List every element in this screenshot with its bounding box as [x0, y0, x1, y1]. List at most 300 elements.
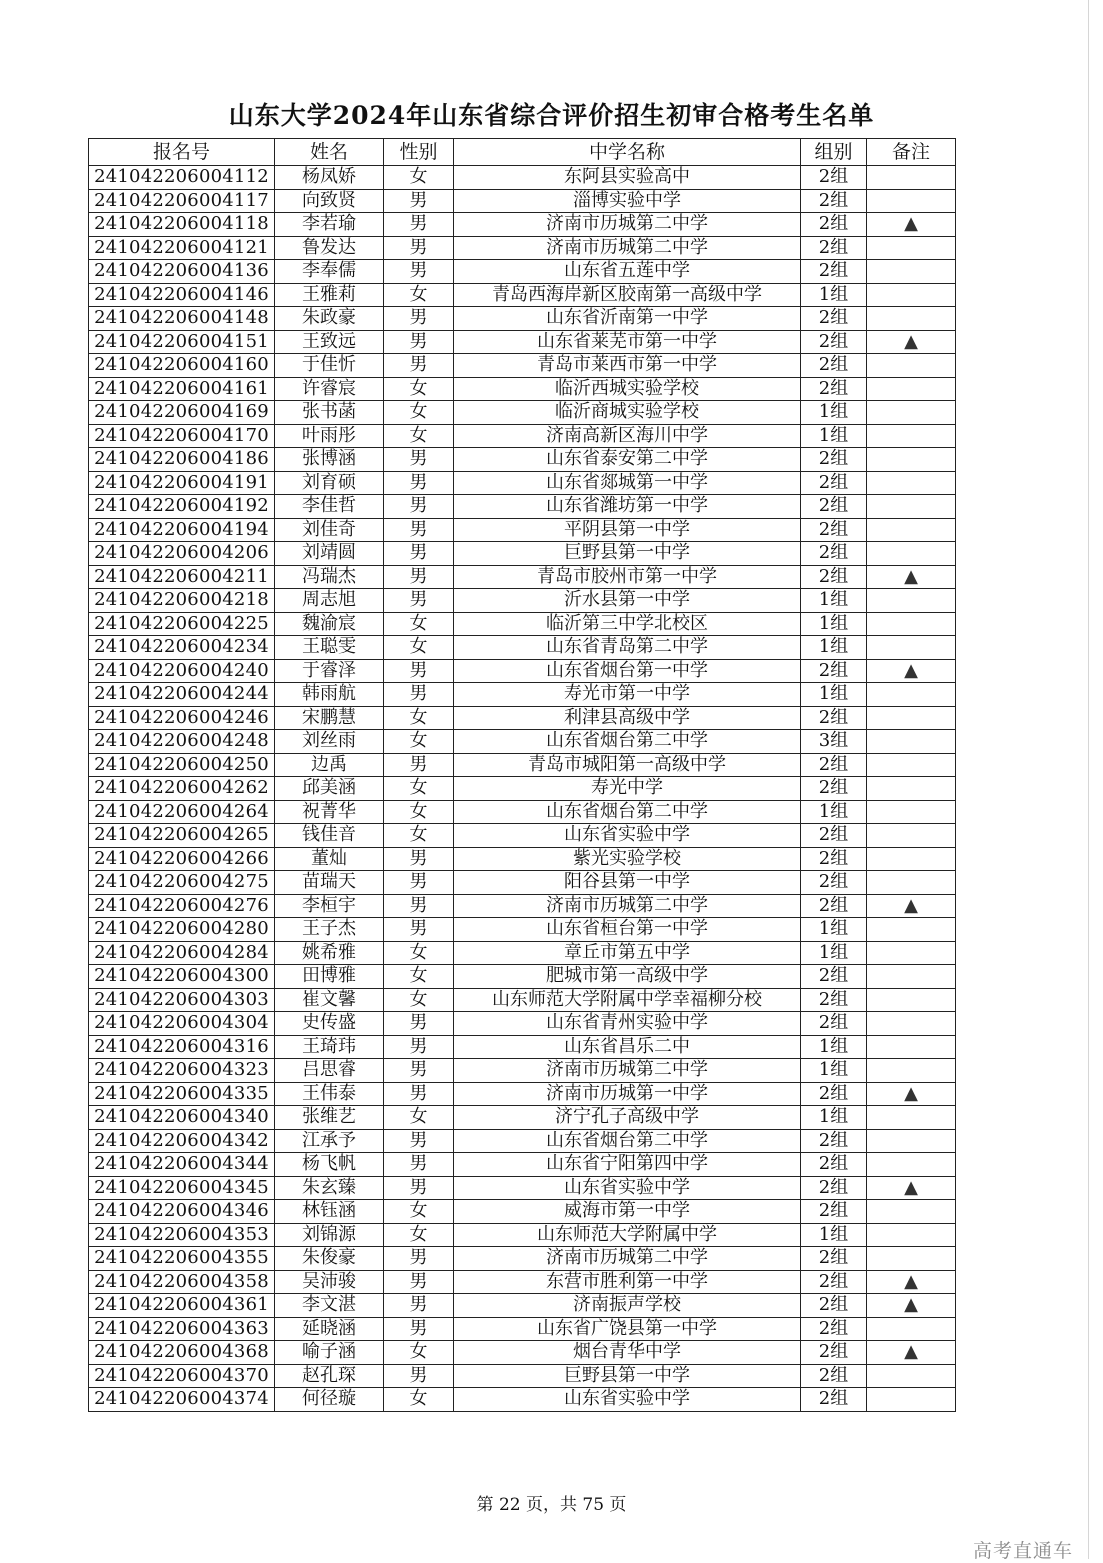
- cell-note: [867, 589, 956, 613]
- cell-school: 巨野县第一中学: [454, 1364, 801, 1388]
- cell-name: 刘佳奇: [275, 518, 384, 542]
- cell-gender: 男: [384, 894, 454, 918]
- cell-gender: 女: [384, 1341, 454, 1365]
- cell-note: [867, 471, 956, 495]
- cell-gender: 女: [384, 965, 454, 989]
- cell-name: 王子杰: [275, 918, 384, 942]
- cell-school: 济南市历城第二中学: [454, 1247, 801, 1271]
- cell-note: [867, 1129, 956, 1153]
- cell-school: 济南振声学校: [454, 1294, 801, 1318]
- table-row: [89, 730, 956, 754]
- cell-school: 山东省实验中学: [454, 1176, 801, 1200]
- cell-group: 2组: [801, 1317, 867, 1341]
- cell-name: 边禹: [275, 753, 384, 777]
- table-body: [89, 166, 956, 1412]
- cell-school: 山东省广饶县第一中学: [454, 1317, 801, 1341]
- cell-group: 2组: [801, 354, 867, 378]
- cell-group: 2组: [801, 965, 867, 989]
- cell-school: 青岛市胶州市第一中学: [454, 565, 801, 589]
- cell-group: 2组: [801, 377, 867, 401]
- cell-note: [867, 495, 956, 519]
- cell-gender: 男: [384, 1082, 454, 1106]
- cell-note: [867, 706, 956, 730]
- cell-group: 2组: [801, 1129, 867, 1153]
- cell-name: 田博雅: [275, 965, 384, 989]
- cell-id: 241042206004194: [89, 518, 275, 542]
- cell-id: 241042206004363: [89, 1317, 275, 1341]
- cell-note: [867, 777, 956, 801]
- table-row: [89, 824, 956, 848]
- cell-school: 沂水县第一中学: [454, 589, 801, 613]
- cell-note: ▲: [867, 1176, 956, 1200]
- cell-id: 241042206004246: [89, 706, 275, 730]
- cell-gender: 女: [384, 824, 454, 848]
- table-row: [89, 283, 956, 307]
- cell-school: 临沂西城实验学校: [454, 377, 801, 401]
- cell-name: 刘靖圆: [275, 542, 384, 566]
- cell-group: 2组: [801, 871, 867, 895]
- cell-note: ▲: [867, 1082, 956, 1106]
- cell-school: 山东省莱芜市第一中学: [454, 330, 801, 354]
- cell-id: 241042206004136: [89, 260, 275, 284]
- cell-note: [867, 448, 956, 472]
- cell-group: 2组: [801, 542, 867, 566]
- cell-gender: 男: [384, 260, 454, 284]
- cell-id: 241042206004353: [89, 1223, 275, 1247]
- cell-gender: 女: [384, 730, 454, 754]
- cell-note: [867, 988, 956, 1012]
- cell-group: 3组: [801, 730, 867, 754]
- cell-school: 济南市历城第二中学: [454, 1059, 801, 1083]
- cell-note: [867, 354, 956, 378]
- cell-gender: 女: [384, 1200, 454, 1224]
- cell-group: 2组: [801, 753, 867, 777]
- cell-gender: 男: [384, 1317, 454, 1341]
- cell-group: 2组: [801, 1176, 867, 1200]
- cell-school: 山东省烟台第二中学: [454, 1129, 801, 1153]
- cell-name: 李若瑜: [275, 213, 384, 237]
- cell-note: [867, 1035, 956, 1059]
- cell-group: 2组: [801, 307, 867, 331]
- cell-school: 东营市胜利第一中学: [454, 1270, 801, 1294]
- cell-gender: 男: [384, 213, 454, 237]
- cell-school: 淄博实验中学: [454, 189, 801, 213]
- table-row: [89, 1270, 956, 1294]
- cell-school: 山东省郯城第一中学: [454, 471, 801, 495]
- cell-gender: 女: [384, 800, 454, 824]
- cell-gender: 男: [384, 1012, 454, 1036]
- table-row: [89, 518, 956, 542]
- cell-school: 青岛市莱西市第一中学: [454, 354, 801, 378]
- cell-gender: 女: [384, 612, 454, 636]
- cell-id: 241042206004225: [89, 612, 275, 636]
- cell-gender: 女: [384, 424, 454, 448]
- cell-name: 于睿泽: [275, 659, 384, 683]
- cell-id: 241042206004335: [89, 1082, 275, 1106]
- cell-name: 苗瑞天: [275, 871, 384, 895]
- cell-name: 李奉儒: [275, 260, 384, 284]
- cell-name: 王伟泰: [275, 1082, 384, 1106]
- cell-name: 李佳哲: [275, 495, 384, 519]
- cell-name: 李桓宇: [275, 894, 384, 918]
- cell-school: 平阴县第一中学: [454, 518, 801, 542]
- cell-group: 2组: [801, 495, 867, 519]
- cell-gender: 女: [384, 706, 454, 730]
- cell-group: 1组: [801, 1223, 867, 1247]
- cell-note: [867, 424, 956, 448]
- cell-name: 林钰涵: [275, 1200, 384, 1224]
- table-row: [89, 213, 956, 237]
- cell-gender: 男: [384, 330, 454, 354]
- cell-id: 241042206004248: [89, 730, 275, 754]
- cell-group: 2组: [801, 847, 867, 871]
- cell-gender: 女: [384, 166, 454, 190]
- table-row: [89, 307, 956, 331]
- cell-id: 241042206004323: [89, 1059, 275, 1083]
- cell-school: 山东省实验中学: [454, 1388, 801, 1412]
- cell-note: ▲: [867, 894, 956, 918]
- cell-gender: 男: [384, 589, 454, 613]
- cell-school: 济南市历城第二中学: [454, 236, 801, 260]
- cell-gender: 男: [384, 542, 454, 566]
- table-row: [89, 166, 956, 190]
- cell-name: 吴沛骏: [275, 1270, 384, 1294]
- cell-school: 山东省宁阳第四中学: [454, 1153, 801, 1177]
- cell-group: 1组: [801, 1035, 867, 1059]
- header-group: 组别: [801, 139, 867, 166]
- cell-name: 崔文馨: [275, 988, 384, 1012]
- cell-name: 江承予: [275, 1129, 384, 1153]
- cell-school: 青岛西海岸新区胶南第一高级中学: [454, 283, 801, 307]
- cell-name: 张博涵: [275, 448, 384, 472]
- table-row: [89, 1200, 956, 1224]
- table-row: [89, 330, 956, 354]
- cell-id: 241042206004361: [89, 1294, 275, 1318]
- cell-id: 241042206004262: [89, 777, 275, 801]
- cell-name: 朱政豪: [275, 307, 384, 331]
- cell-note: ▲: [867, 213, 956, 237]
- cell-school: 山东省桓台第一中学: [454, 918, 801, 942]
- cell-id: 241042206004170: [89, 424, 275, 448]
- cell-name: 邱美涵: [275, 777, 384, 801]
- table-row: [89, 495, 956, 519]
- cell-name: 王雅莉: [275, 283, 384, 307]
- cell-school: 山东省潍坊第一中学: [454, 495, 801, 519]
- cell-school: 利津县高级中学: [454, 706, 801, 730]
- cell-note: [867, 730, 956, 754]
- cell-school: 济南高新区海川中学: [454, 424, 801, 448]
- table-row: [89, 542, 956, 566]
- cell-school: 临沂商城实验学校: [454, 401, 801, 425]
- cell-name: 王致远: [275, 330, 384, 354]
- table-row: [89, 965, 956, 989]
- cell-group: 2组: [801, 1247, 867, 1271]
- cell-note: [867, 1223, 956, 1247]
- cell-group: 1组: [801, 612, 867, 636]
- cell-gender: 男: [384, 448, 454, 472]
- cell-group: 2组: [801, 1270, 867, 1294]
- cell-id: 241042206004240: [89, 659, 275, 683]
- cell-id: 241042206004280: [89, 918, 275, 942]
- cell-note: [867, 260, 956, 284]
- cell-name: 宋鹏慧: [275, 706, 384, 730]
- cell-name: 朱玄臻: [275, 1176, 384, 1200]
- cell-name: 张书菡: [275, 401, 384, 425]
- cell-gender: 男: [384, 354, 454, 378]
- cell-note: [867, 166, 956, 190]
- cell-note: [867, 377, 956, 401]
- cell-group: 2组: [801, 988, 867, 1012]
- cell-id: 241042206004121: [89, 236, 275, 260]
- table-row: [89, 659, 956, 683]
- cell-id: 241042206004265: [89, 824, 275, 848]
- table-row: [89, 565, 956, 589]
- cell-school: 烟台青华中学: [454, 1341, 801, 1365]
- cell-group: 2组: [801, 1294, 867, 1318]
- cell-group: 2组: [801, 1388, 867, 1412]
- cell-note: [867, 1388, 956, 1412]
- table-row: [89, 1388, 956, 1412]
- cell-gender: 男: [384, 495, 454, 519]
- cell-id: 241042206004300: [89, 965, 275, 989]
- table-row: [89, 753, 956, 777]
- table-row: [89, 1223, 956, 1247]
- cell-id: 241042206004342: [89, 1129, 275, 1153]
- table-row: [89, 777, 956, 801]
- cell-id: 241042206004346: [89, 1200, 275, 1224]
- table-row: [89, 636, 956, 660]
- cell-group: 2组: [801, 777, 867, 801]
- cell-name: 向致贤: [275, 189, 384, 213]
- cell-gender: 女: [384, 377, 454, 401]
- cell-group: 2组: [801, 565, 867, 589]
- cell-gender: 男: [384, 659, 454, 683]
- cell-group: 2组: [801, 236, 867, 260]
- cell-gender: 男: [384, 1247, 454, 1271]
- cell-group: 1组: [801, 424, 867, 448]
- table-row: [89, 941, 956, 965]
- table-row: [89, 683, 956, 707]
- cell-name: 魏渝宸: [275, 612, 384, 636]
- cell-school: 山东师范大学附属中学: [454, 1223, 801, 1247]
- cell-group: 2组: [801, 213, 867, 237]
- cell-note: [867, 824, 956, 848]
- cell-gender: 女: [384, 401, 454, 425]
- cell-id: 241042206004146: [89, 283, 275, 307]
- cell-school: 山东省烟台第二中学: [454, 800, 801, 824]
- table-row: [89, 424, 956, 448]
- cell-school: 山东省沂南第一中学: [454, 307, 801, 331]
- cell-id: 241042206004316: [89, 1035, 275, 1059]
- cell-school: 临沂第三中学北校区: [454, 612, 801, 636]
- cell-note: [867, 941, 956, 965]
- cell-id: 241042206004275: [89, 871, 275, 895]
- cell-school: 山东省青岛第二中学: [454, 636, 801, 660]
- table-row: [89, 1106, 956, 1130]
- cell-school: 紫光实验学校: [454, 847, 801, 871]
- cell-name: 叶雨彤: [275, 424, 384, 448]
- table-row: [89, 1294, 956, 1318]
- cell-name: 杨飞帆: [275, 1153, 384, 1177]
- table-row: [89, 1364, 956, 1388]
- cell-group: 2组: [801, 448, 867, 472]
- watermark: 高考直通车: [972, 1540, 1073, 1562]
- cell-id: 241042206004112: [89, 166, 275, 190]
- cell-school: 山东省实验中学: [454, 824, 801, 848]
- table-row: [89, 471, 956, 495]
- cell-name: 张维艺: [275, 1106, 384, 1130]
- cell-school: 山东师范大学附属中学幸福柳分校: [454, 988, 801, 1012]
- cell-note: [867, 518, 956, 542]
- cell-gender: 女: [384, 1388, 454, 1412]
- cell-note: [867, 1059, 956, 1083]
- cell-name: 祝菁华: [275, 800, 384, 824]
- cell-note: ▲: [867, 659, 956, 683]
- cell-gender: 男: [384, 918, 454, 942]
- header-name: 姓名: [275, 139, 384, 166]
- table-row: [89, 1059, 956, 1083]
- cell-group: 1组: [801, 683, 867, 707]
- cell-gender: 女: [384, 636, 454, 660]
- table-row: [89, 918, 956, 942]
- cell-school: 山东省烟台第一中学: [454, 659, 801, 683]
- cell-group: 2组: [801, 189, 867, 213]
- cell-gender: 男: [384, 1035, 454, 1059]
- cell-gender: 男: [384, 683, 454, 707]
- table-row: [89, 871, 956, 895]
- cell-gender: 男: [384, 1153, 454, 1177]
- cell-group: 1组: [801, 283, 867, 307]
- cell-group: 1组: [801, 1106, 867, 1130]
- cell-id: 241042206004161: [89, 377, 275, 401]
- cell-id: 241042206004118: [89, 213, 275, 237]
- cell-id: 241042206004370: [89, 1364, 275, 1388]
- cell-group: 2组: [801, 1341, 867, 1365]
- cell-name: 姚希雅: [275, 941, 384, 965]
- cell-name: 赵孔琛: [275, 1364, 384, 1388]
- cell-gender: 男: [384, 753, 454, 777]
- cell-note: [867, 1153, 956, 1177]
- table-header-row: [89, 139, 956, 166]
- cell-name: 杨凤娇: [275, 166, 384, 190]
- cell-id: 241042206004211: [89, 565, 275, 589]
- cell-group: 1组: [801, 800, 867, 824]
- cell-group: 2组: [801, 330, 867, 354]
- cell-gender: 女: [384, 283, 454, 307]
- cell-id: 241042206004276: [89, 894, 275, 918]
- page-edge-line: [1088, 0, 1089, 1559]
- table-row: [89, 189, 956, 213]
- cell-note: [867, 1317, 956, 1341]
- cell-name: 朱俊豪: [275, 1247, 384, 1271]
- cell-gender: 男: [384, 1129, 454, 1153]
- cell-school: 山东省五莲中学: [454, 260, 801, 284]
- cell-group: 2组: [801, 1012, 867, 1036]
- cell-gender: 男: [384, 1176, 454, 1200]
- cell-id: 241042206004117: [89, 189, 275, 213]
- table-row: [89, 1247, 956, 1271]
- cell-note: [867, 800, 956, 824]
- cell-note: [867, 1106, 956, 1130]
- cell-id: 241042206004148: [89, 307, 275, 331]
- cell-name: 王琦玮: [275, 1035, 384, 1059]
- cell-name: 许睿宸: [275, 377, 384, 401]
- table-row: [89, 894, 956, 918]
- cell-group: 2组: [801, 706, 867, 730]
- cell-gender: 男: [384, 1270, 454, 1294]
- page-number: 第 22 页，共 75 页: [476, 1495, 627, 1515]
- cell-group: 2组: [801, 1153, 867, 1177]
- cell-note: [867, 1364, 956, 1388]
- cell-name: 韩雨航: [275, 683, 384, 707]
- cell-group: 2组: [801, 824, 867, 848]
- cell-note: [867, 753, 956, 777]
- table-row: [89, 236, 956, 260]
- cell-id: 241042206004192: [89, 495, 275, 519]
- cell-note: [867, 283, 956, 307]
- cell-note: [867, 918, 956, 942]
- cell-school: 济宁孔子高级中学: [454, 1106, 801, 1130]
- cell-id: 241042206004218: [89, 589, 275, 613]
- table-row: [89, 354, 956, 378]
- cell-school: 山东省泰安第二中学: [454, 448, 801, 472]
- cell-note: [867, 1200, 956, 1224]
- cell-note: [867, 612, 956, 636]
- table-row: [89, 1035, 956, 1059]
- table-row: [89, 448, 956, 472]
- table-row: [89, 1341, 956, 1365]
- cell-note: ▲: [867, 1270, 956, 1294]
- cell-id: 241042206004206: [89, 542, 275, 566]
- cell-name: 史传盛: [275, 1012, 384, 1036]
- cell-school: 巨野县第一中学: [454, 542, 801, 566]
- cell-id: 241042206004304: [89, 1012, 275, 1036]
- cell-name: 喻子涵: [275, 1341, 384, 1365]
- cell-school: 威海市第一中学: [454, 1200, 801, 1224]
- cell-group: 2组: [801, 894, 867, 918]
- cell-name: 王聪雯: [275, 636, 384, 660]
- table-row: [89, 1176, 956, 1200]
- cell-id: 241042206004374: [89, 1388, 275, 1412]
- cell-gender: 男: [384, 189, 454, 213]
- cell-group: 2组: [801, 1200, 867, 1224]
- cell-gender: 女: [384, 1106, 454, 1130]
- cell-gender: 男: [384, 1294, 454, 1318]
- cell-gender: 女: [384, 777, 454, 801]
- cell-name: 董灿: [275, 847, 384, 871]
- table-row: [89, 612, 956, 636]
- cell-group: 2组: [801, 471, 867, 495]
- cell-school: 济南市历城第一中学: [454, 1082, 801, 1106]
- cell-id: 241042206004151: [89, 330, 275, 354]
- cell-group: 2组: [801, 518, 867, 542]
- cell-gender: 男: [384, 871, 454, 895]
- cell-note: [867, 1012, 956, 1036]
- table-row: [89, 377, 956, 401]
- table-row: [89, 706, 956, 730]
- cell-note: [867, 401, 956, 425]
- cell-name: 何径璇: [275, 1388, 384, 1412]
- table-row: [89, 1317, 956, 1341]
- cell-school: 济南市历城第二中学: [454, 213, 801, 237]
- cell-note: ▲: [867, 1341, 956, 1365]
- cell-name: 周志旭: [275, 589, 384, 613]
- cell-name: 冯瑞杰: [275, 565, 384, 589]
- cell-group: 1组: [801, 941, 867, 965]
- cell-school: 山东省昌乐二中: [454, 1035, 801, 1059]
- cell-note: [867, 636, 956, 660]
- cell-id: 241042206004345: [89, 1176, 275, 1200]
